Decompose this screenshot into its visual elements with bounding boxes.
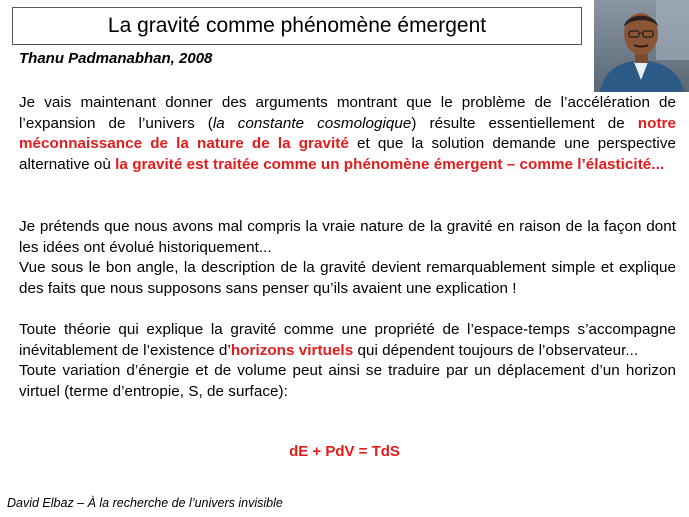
intro-text-e: et que la solution demande une perspective alternative où — [19, 135, 676, 173]
gravity-text-a: Je prétends que nous avons mal compris la vraie nature de la gravité en raison de la façon dont les idées ont évolué historiquement... — [19, 218, 676, 256]
horizons-text-c: qui dépendent toujours de l’observateur... — [353, 341, 639, 359]
portrait-photo — [594, 0, 689, 92]
paragraph-intro — [19, 93, 676, 175]
portrait-icon — [594, 0, 689, 92]
horizons-text-a: Toute théorie qui explique la gravité comme une propriété de l’espace-temps s’accompagne inévitablement de l’existence d’ — [19, 321, 676, 359]
author-byline: Thanu Padmanabhan, 2008 — [19, 50, 213, 67]
intro-text-a: Je vais maintenant donner des arguments montrant que le problème de l’accélération de l’expansion de l’univers ( — [19, 94, 676, 132]
intro-text-c: ) résulte essentiellement de — [411, 114, 638, 132]
title-box — [12, 7, 582, 45]
horizons-highlight: horizons virtuels — [230, 341, 354, 359]
horizons-text-d: Toute variation d’énergie et de volume peut ainsi se traduire par un déplacement d’un horizon virtuel (terme d’entropie, S, de surface): — [19, 362, 676, 400]
intro-text-b: la constante cosmologique — [212, 114, 412, 132]
intro-highlight-2: la gravité est traitée comme un phénomène émergent – comme l’élasticité... — [115, 155, 665, 173]
intro-highlight-1: notre méconnaissance de la nature de la gravité — [19, 114, 677, 153]
paragraph-gravity — [19, 217, 676, 299]
footer-credit: David Elbaz – À la recherche de l’univers invisible — [7, 496, 283, 510]
paragraph-horizons — [19, 320, 676, 402]
equation: dE + PdV = TdS — [289, 443, 400, 460]
gravity-text-b: Vue sous le bon angle, la description de la gravité devient remarquablement simple et explique des faits que nous supposons sans penser qu’ils avaient une explication ! — [19, 259, 676, 297]
slide-title: La gravité comme phénomène émergent — [107, 14, 487, 37]
